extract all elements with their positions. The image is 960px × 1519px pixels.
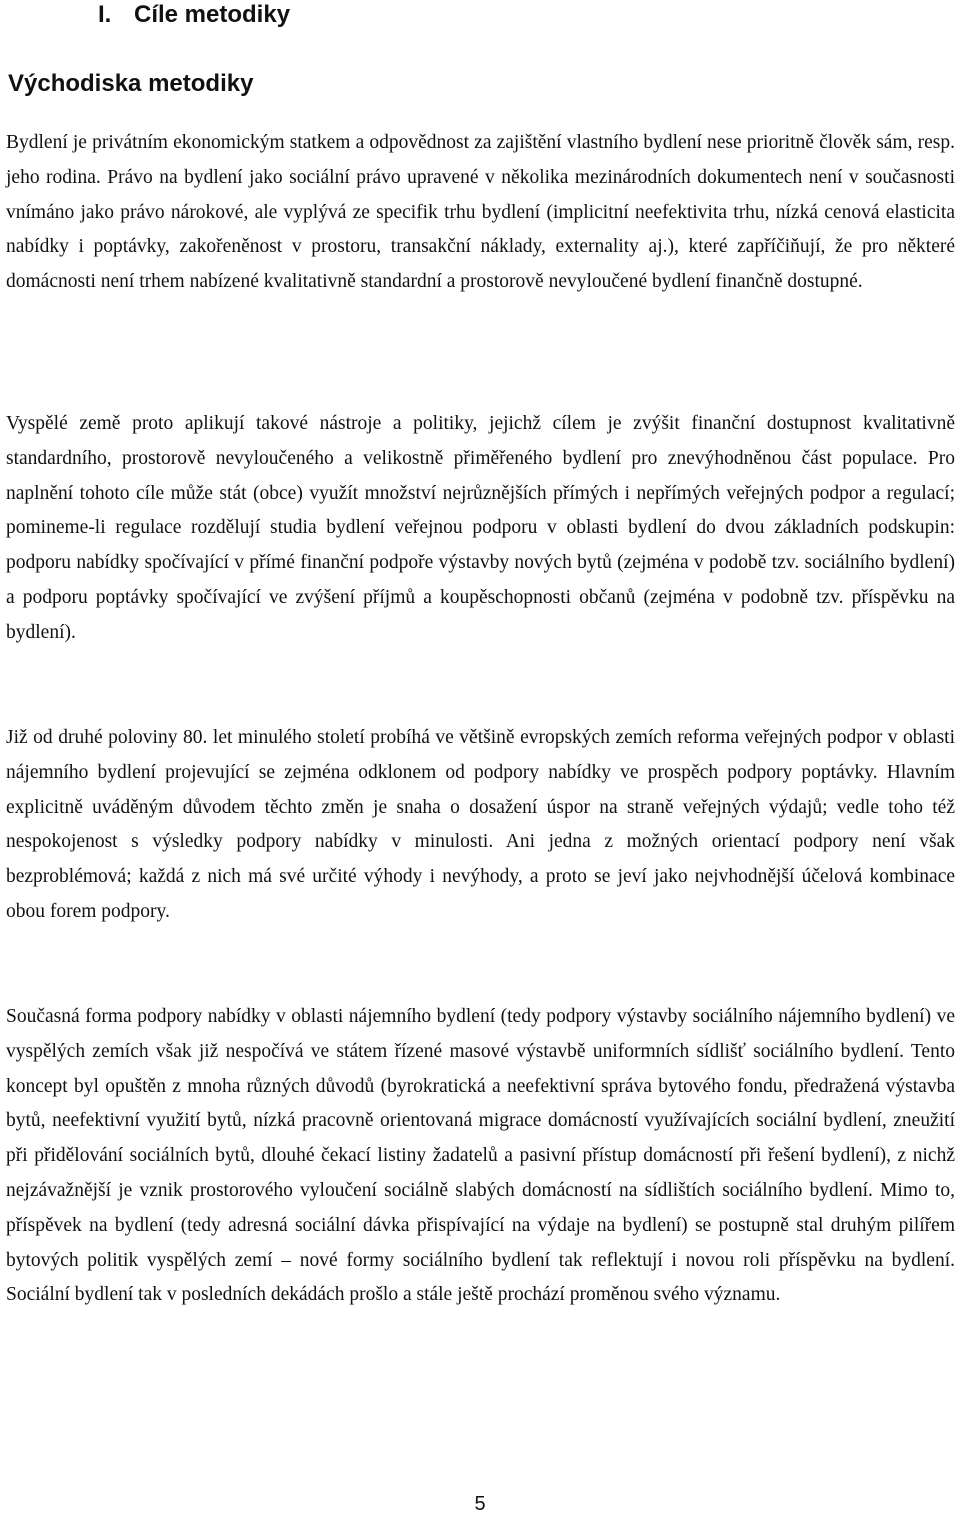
body-paragraph-housing-right: Bydlení je privátním ekonomickým statkem a odpovědnost za zajištění vlastního bydlení nese prioritně člověk sám, resp. jeho rodina. Právo na bydlení jako sociální právo upravené v několika mezinárodních dokumentech není v současnosti vnímáno jako právo nárokové, ale vyplývá ze specifik trhu bydlení (implicitní neefektivita trhu, nízká cenová elasticita nabídky i poptávky, zakořeněnost v prostoru, transakční náklady, externality aj.), které zapříčiňují, že pro některé domácnosti není trhem nabízené kvalitativně standardní a prostorově nevyloučené bydlení finančně dostupné. [6,132,955,293]
body-paragraph-housing-reform: Již od druhé poloviny 80. let minulého století probíhá ve většině evropských zemích reforma veřejných podpor v oblasti nájemního bydlení projevující se zejména odklonem od podpory nabídky ve prospěch podpory poptávky. Hlavním explicitně uváděným důvodem těchto změn je snaha o dosažení úspor na straně veřejných výdajů; vedle toho též nespokojenost s výsledky podpory nabídky v minulosti. Ani jedna z možných orientací podpory není však bezproblémová; každá z nich má své určité výhody i nevýhody, a proto se jeví jako nejvhodnější účelová kombinace obou forem podpory. [6,727,955,922]
section-heading: Východiska metodiky [8,70,254,97]
chapter-heading [0,0,960,35]
body-paragraph-social-housing: Současná forma podpory nabídky v oblasti nájemního bydlení (tedy podpory výstavby sociálního nájemního bydlení) ve vyspělých zemích však již nespočívá ve státem řízené masové výstavbě uniformních sídlišť sociálního bydlení. Tento koncept byl opuštěn z mnoha různých důvodů (byrokratická a neefektivní správa bytového fondu, předražená výstavba bytů, neefektivní využití bytů, nízká pracovně orientovaná migrace domácností využívajících sociální bydlení, zneužití při přidělování sociálních bytů, dlouhé čekací listiny žadatelů a pasivní přístup domácností při řešení bydlení), z nichž nejzávažnější je vznik prostorového vyloučení sociálně slabých domácností na sídlištích sociálního bydlení. Mimo to, příspěvek na bydlení (tedy adresná sociální dávka přispívající na výdaje na bydlení) se postupně stal druhým pilířem bytových politik vyspělých zemí – nové formy sociálního bydlení tak reflektují i novou roli příspěvku na bydlení. Sociální bydlení tak v posledních dekádách prošlo a stále ještě prochází proměnou svého významu. [6,1006,955,1306]
page-number: 5 [474,1493,486,1515]
chapter-number: I. [98,1,112,28]
chapter-title: Cíle metodiky [134,1,291,28]
body-paragraph-housing-policy: Vyspělé země proto aplikují takové nástroje a politiky, jejichž cílem je zvýšit finanční dostupnost kvalitativně standardního, prostorově nevyloučeného a velikostně přiměřeného bydlení pro znevýhodněnou část populace. Pro naplnění tohoto cíle může stát (obce) využít množství nejrůznějších přímých i nepřímých veřejných podpor a regulací; pomineme-li regulace rozdělují studia bydlení veřejnou podporu v oblasti bydlení do dvou základních podskupin: podporu nabídky spočívající v přímé finanční podpoře výstavby nových bytů (zejména v podobě tzv. sociálního bydlení) a podporu poptávky spočívající ve zvýšení příjmů a koupěschopnosti občanů (zejména v podobně tzv. příspěvku na bydlení). [6,413,955,643]
